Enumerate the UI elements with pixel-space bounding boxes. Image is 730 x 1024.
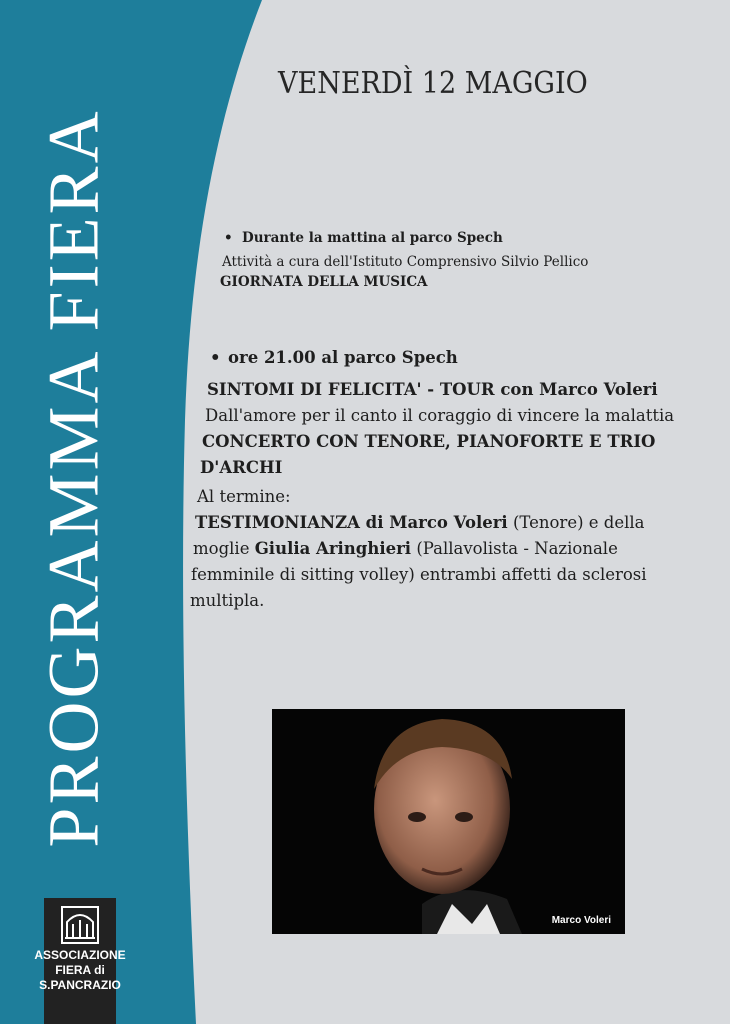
testimony-text2: moglie <box>193 539 255 558</box>
logo-line1: ASSOCIAZIONE <box>34 948 126 962</box>
testimony-bold2: Giulia Aringhieri <box>254 539 412 558</box>
testimony-bold1: TESTIMONIANZA di Marco Voleri <box>195 513 508 532</box>
event2-heading <box>210 348 458 367</box>
sidebar-title: PROGRAMMA FIERA <box>33 108 114 848</box>
photo-caption: Marco Voleri <box>551 915 611 926</box>
event2-testimony-line2 <box>193 539 618 558</box>
logo-line3: S.PANCRAZIO <box>39 978 121 992</box>
testimony-text1: (Tenore) e della <box>507 513 645 532</box>
logo-line2: FIERA di <box>55 963 105 977</box>
portrait-illustration <box>272 709 625 934</box>
event2-title: SINTOMI DI FELICITA' - TOUR con Marco Voleri <box>207 380 658 399</box>
event1-line2: GIORNATA DELLA MUSICA <box>220 274 428 290</box>
bullet-icon: • <box>210 348 221 367</box>
event1-heading-text: Durante la mattina al parco Spech <box>242 230 503 246</box>
event1-line1: Attività a cura dell'Istituto Comprensivo Silvio Pellico <box>222 254 589 270</box>
event2-after-label: Al termine: <box>197 487 291 506</box>
arch-building-icon <box>59 904 101 946</box>
event2-concert-line1: CONCERTO CON TENORE, PIANOFORTE E TRIO <box>202 432 656 451</box>
portrait-photo <box>272 709 625 934</box>
logo-text <box>16 948 144 993</box>
association-logo <box>16 898 136 1024</box>
event2-testimony-line3: femminile di sitting volley) entrambi affetti da sclerosi <box>191 565 647 584</box>
event-date-title: VENERDÌ 12 MAGGIO <box>278 66 588 101</box>
event2-concert-line2: D'ARCHI <box>200 458 283 477</box>
event2-heading-text: ore 21.00 al parco Spech <box>228 348 458 367</box>
event2-testimony-line1 <box>195 513 645 532</box>
event1-heading <box>224 230 503 246</box>
testimony-text3: (Pallavolista - Nazionale <box>411 539 618 558</box>
bullet-icon: • <box>224 230 233 246</box>
event2-subtitle: Dall'amore per il canto il coraggio di vincere la malattia <box>205 406 675 425</box>
event2-testimony-line4: multipla. <box>190 591 265 610</box>
